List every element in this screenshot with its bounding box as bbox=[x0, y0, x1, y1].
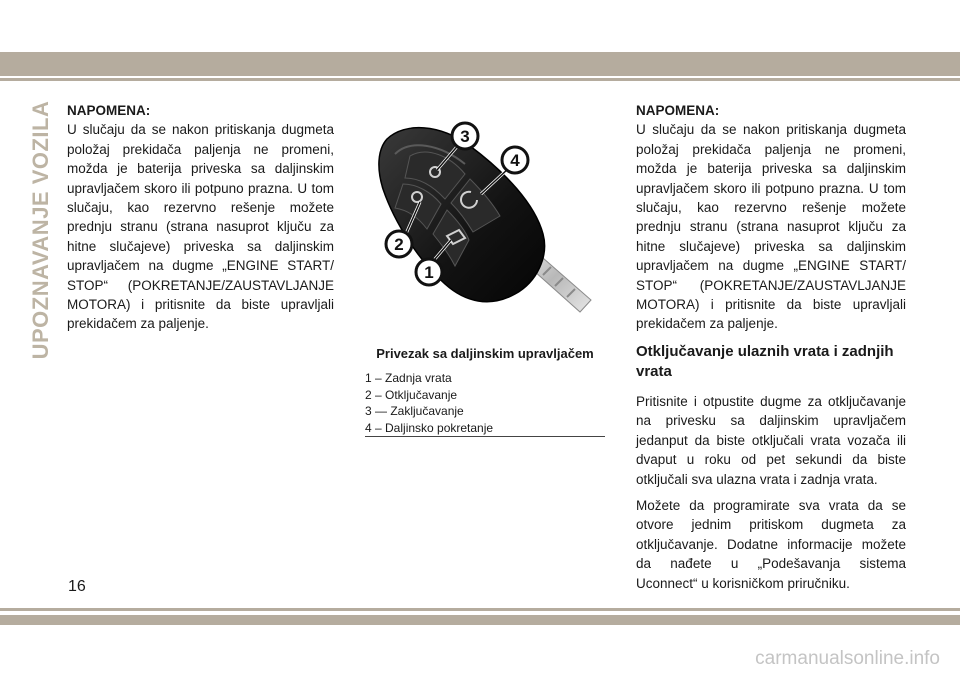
key-fob-figure bbox=[365, 104, 605, 340]
callout-2-label: 2 bbox=[394, 235, 404, 254]
body-paragraph: Pritisnite i otpustite dugme za otključavanje na privesku sa daljinskim upravljačem jedanput da biste otključali vrata vozača ili dvaput u roku od pet sekundi da biste otključali sva ulazna vrata i zadnja vrata. bbox=[636, 393, 906, 487]
callout-1-label: 1 bbox=[424, 263, 434, 282]
left-column bbox=[67, 101, 334, 334]
footer-band bbox=[0, 615, 960, 625]
key-fob-illustration bbox=[365, 104, 605, 340]
callout-3-label: 3 bbox=[460, 127, 470, 146]
footer-rule bbox=[0, 608, 960, 611]
header-rule bbox=[0, 78, 960, 81]
legend-item: 2 – Otključavanje bbox=[365, 387, 458, 402]
right-column bbox=[636, 101, 906, 593]
header-band bbox=[0, 52, 960, 76]
legend-rule bbox=[365, 436, 605, 437]
callout-3 bbox=[452, 123, 478, 149]
body-paragraph: Možete da programirate sva vrata da se otvore jednim pritiskom dugmeta za otključavanje. Dodatne informacije možete da nađete u „Podešavanja sistema Uconnect“ u korisničkom priručniku. bbox=[636, 497, 906, 591]
callout-4 bbox=[502, 147, 528, 173]
callout-1 bbox=[416, 259, 442, 285]
figure-caption: Privezak sa daljinskim upravljačem bbox=[376, 346, 594, 361]
note-text: U slučaju da se nakon pritiskanja dugmeta položaj prekidača paljenja ne promeni, možda je baterija priveska sa daljinskim upravljačem skoro ili potpuno prazna. U tom slučaju, kao rezervno rešenje možete prednju stranu (strana nasuprot ključu za hitne slučajeve) priveska sa daljinskim upravljačem na dugme „ENGINE START/ STOP“ (POKRETANJE/ZAUSTAVLJANJE MOTORA) i pritisnite da biste upravljali prekidačem za paljenje. bbox=[636, 122, 906, 332]
callout-2 bbox=[386, 231, 412, 257]
figure-legend bbox=[365, 370, 605, 436]
callout-4-label: 4 bbox=[510, 151, 520, 170]
legend-item: 1 – Zadnja vrata bbox=[365, 371, 452, 385]
legend-item: 4 – Daljinsko pokretanje bbox=[365, 420, 494, 435]
section-side-title-text: UPOZNAVANJE VOZILA bbox=[28, 100, 53, 360]
section-heading: Otključavanje ulaznih vrata i zadnjih vrata bbox=[636, 342, 894, 380]
watermark: carmanualsonline.info bbox=[755, 648, 940, 669]
page-number: 16 bbox=[68, 578, 86, 595]
legend-item: 3 — Zaključavanje bbox=[365, 404, 464, 418]
note-text: U slučaju da se nakon pritiskanja dugmeta položaj prekidača paljenja ne promeni, možda je baterija priveska sa daljinskim upravljačem skoro ili potpuno prazna. U tom slučaju, kao rezervno rešenje možete prednju stranu (strana nasuprot ključu za hitne slučajeve) priveska sa daljinskim upravljačem na dugme „ENGINE START/ STOP“ (POKRETANJE/ZAUSTAVLJANJE MOTORA) i pritisnite da biste upravljali prekidačem za paljenje. bbox=[67, 122, 334, 332]
section-side-title bbox=[25, 100, 57, 360]
note-label: NAPOMENA: bbox=[67, 103, 151, 118]
note-label: NAPOMENA: bbox=[636, 103, 720, 118]
